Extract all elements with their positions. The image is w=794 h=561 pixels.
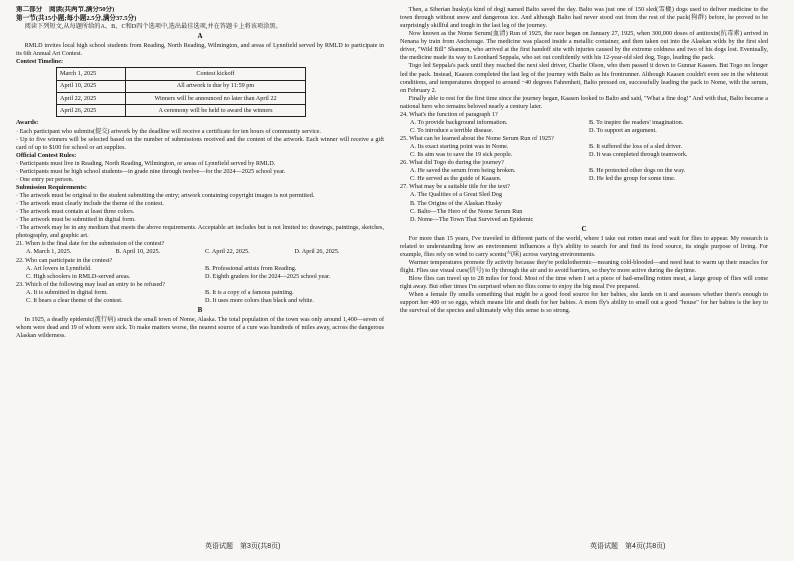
option: C. April 22, 2025. <box>205 248 250 256</box>
table-row <box>57 68 306 80</box>
list-item: · Each participant who submits(提交) artwork by the deadline will receive a certificate for ten hours of community service. <box>16 127 321 135</box>
timeline-date: April 26, 2025 <box>57 105 126 117</box>
list-item: · The artwork must be submitted in digital form. <box>16 216 136 224</box>
option: D. April 26, 2025. <box>294 248 340 256</box>
question-22: 22. Who can participate in the contest? <box>16 256 113 264</box>
list-item: · The artwork may be in any medium that meets the above requirements. Acceptable art includes but is not limited to: drawings, paintings, sketches, photography, and graphic art. <box>16 224 384 240</box>
passage-b-paragraph-2: Then, a Siberian husky(a kind of dog) named Balto saved the day. Balto was just one of 150 sled(雪橇) dogs used to deliver medicine to the town through without snow and dangerous ice. And although Balto had never stood out from the rest of the pack(狗群) before, he proved to be surprisingly skillful and tough in the last leg of the journey. <box>400 6 768 30</box>
timeline-event: Contest kickoff <box>126 68 306 80</box>
passage-c-paragraph-1: For more than 15 years, I've traveled to different parts of the world, where I take out rotten meat and wait for flies to appear. My research is related to understanding how an environment influences a fly's ability to search for and find its food source, its single purpose of living. For example, flies rely on wind to carry scents(气味) across varying environments. <box>400 234 768 258</box>
table-row <box>57 92 306 104</box>
list-item: · Participants must live in Reading, North Reading, Wilmington, or areas of Lynnfield served by RMLD. <box>16 159 276 167</box>
option: B. It is a copy of a famous painting. <box>205 288 294 296</box>
passage-c-paragraph-4: When a female fly smells something that might be a good food source for her babies, she lands on it and assesses whether there's enough to support her 400 or so eggs, which means life and death for her babies. A mom fly's ability to smell out a good "house" for her babies is the key to the survival of the species and ultimately why this sense is so strong. <box>400 291 768 315</box>
option: A. Its exact starting point was in Nome. <box>410 143 509 151</box>
passage-c-paragraph-2: Warmer temperatures promote fly activity because they're poikilothermic—meaning cold-blooded—and need heat to warm up their muscles for flight. Flies use visual cues(信号) to fly through the air and to avoid barriers, so they're more active during the daytime. <box>400 258 768 275</box>
option: D. It was completed through teamwork. <box>589 151 688 159</box>
table-row <box>57 105 306 117</box>
instruction: 阅读下列短文,从每题所给的A、B、C和D四个选项中,选出最佳选项,并在答题卡上将该项涂黑。 <box>24 23 282 31</box>
question-27-options <box>400 191 768 223</box>
timeline-event: All artwork is due by 11:59 pm <box>126 80 306 92</box>
awards-title: Awards: <box>16 119 39 127</box>
list-item: · The artwork must be original to the student submitting the entry; artwork containing copyright images is not permitted. <box>16 192 315 200</box>
option: C. He served as the guide of Kaasen. <box>410 175 502 183</box>
passage-a-label: A <box>197 32 203 41</box>
passage-c-paragraph-3: Blow flies can travel up to 28 miles for food. Most of the time when I set a piece of bad-smelling rotten meat, a large group of flies will come right away. But other times I'm surprised when no flies come to enjoy the big meal I've prepared. <box>400 275 768 291</box>
option: C. It bears a clear theme of the contest. <box>26 296 123 304</box>
question-21: 21. When is the final date for the submission of the contest? <box>16 240 165 248</box>
option: A. To provide background information. <box>410 118 508 126</box>
list-item: · The artwork must clearly include the theme of the contest. <box>16 200 164 208</box>
right-column <box>400 6 768 542</box>
option: B. To inspire the readers' imagination. <box>589 118 684 126</box>
option: B. It suffered the loss of a sled driver. <box>589 143 683 151</box>
question-22-options <box>16 265 384 281</box>
question-23-options <box>16 289 384 305</box>
timeline-event: A ceremony will be held to award the winners <box>126 105 306 117</box>
option: A. March 1, 2025. <box>26 248 72 256</box>
list-item: · Up to five winners will be selected based on the number of submissions received and the content of the artwork. Each winner will receive a gift card of up to $100 for school or art supplies. <box>16 135 384 151</box>
option: B. He protected other dogs on the way. <box>589 167 686 175</box>
passage-b-label: B <box>197 305 203 314</box>
passage-b-paragraph-1: In 1925, a deadly epidemic(流行病) struck the small town of Nome, Alaska. The total population of the town was only around 1,400—seven of whom were dead and 19 of whom were sick. To make matters worse, the nearest source of a cure was hundreds of miles away, across the dangerous Alaskan wilderness. <box>16 316 384 340</box>
passage-c-label: C <box>581 224 587 233</box>
passage-b-paragraph-5: Finally able to rest for the first time since the journey began, Kaasen looked to Balto and said, "What a fine dog!" And with that, Balto became a national hero who remains beloved nearly a century later. <box>400 94 768 110</box>
timeline-table <box>56 67 306 117</box>
option: D. It uses more colors than black and white. <box>205 296 314 304</box>
question-24-options <box>400 119 768 135</box>
left-column <box>16 6 384 542</box>
requirements-title: Submission Requirements: <box>16 183 87 191</box>
timeline-date: March 1, 2025 <box>57 68 126 80</box>
option: B. Professional artists from Reading. <box>205 264 297 272</box>
question-21-options <box>16 248 384 256</box>
table-row <box>57 80 306 92</box>
timeline-date: April 22, 2025 <box>57 92 126 104</box>
section-title: 第二部分 阅读(共两节,满分50分) <box>16 6 115 13</box>
list-item: · One entry per person. <box>16 175 74 183</box>
option: C. High schoolers in RMLD-served areas. <box>26 272 131 280</box>
option: D. Nome—The Town That Survived an Epidemic <box>410 215 534 223</box>
option: D. He led the group for some time. <box>589 175 676 183</box>
question-23: 23. Which of the following may lead an entry to be refused? <box>16 280 166 288</box>
question-26-options <box>400 167 768 183</box>
page-footer-left: 英语试题 第3页(共8页) <box>205 543 281 550</box>
timeline-event: Winners will be announced no later than April 22 <box>126 92 306 104</box>
subsection-title: 第一节(共15小题;每小题2.5分,满分37.5分) <box>16 14 137 22</box>
list-item: · Participants must be high school students—in grade nine through twelve—for the 2024—2025 school year. <box>16 167 286 175</box>
option: A. It is submitted in digital form. <box>26 288 108 296</box>
rules-title: Official Contest Rules: <box>16 151 77 159</box>
option: A. The Qualities of a Great Sled Dog <box>410 191 502 199</box>
passage-a-intro: RMLD invites local high school students from Reading, North Reading, Wilmington, and areas of Lynnfield served by RMLD to participate in its 6th Annual Art Contest. <box>16 42 384 58</box>
question-26: 26. What did Togo do during the journey? <box>400 159 504 167</box>
question-24: 24. What's the function of paragraph 1? <box>400 110 498 118</box>
question-25-options <box>400 143 768 159</box>
page-footer-right: 英语试题 第4页(共8页) <box>590 543 666 550</box>
option: B. The Origins of the Alaskan Husky <box>410 199 502 207</box>
option: C. Balto—The Hero of the Nome Serum Run <box>410 207 523 215</box>
option: A. Art lovers in Lynnfield. <box>26 264 92 272</box>
timeline-date: April 10, 2025 <box>57 80 126 92</box>
option: D. To support an argument. <box>589 126 657 134</box>
passage-b-paragraph-3: Now known as the Nome Serum(血清) Run of 1925, the race began on January 27, 1925, when 300,000 doses of antitoxin(抗毒素) arrived in Nenana by train from Anchorage. The medicine was placed inside a metallic container, and then taken out into the Alaskan wilds by the first sled driver, "Wild Bill" Shannon, who arrived at the first handoff site with injuries caused by the extreme coldness and two of his dogs lost. Eventually, the medicine made its way to Leonhard Seppala, who set out confidently with his 12-year-old sled dog, Togo, leading the pack. <box>400 30 768 62</box>
option: C. To introduce a terrible disease. <box>410 126 494 134</box>
question-25: 25. What can be learned about the Nome Serum Run of 1925? <box>400 135 554 142</box>
passage-b-paragraph-4: Togo led Seppala's pack until they reached the next sled driver, Charlie Olson, who then passed it down to Gunnar Kaasen. But Togo no longer led the pack. Instead, Kaasen completed the last leg of the journey with Balto as his frontrunner. Although Kaasen couldn't even see in the whiteout conditions, and temperatures dropped to around −40 degrees Fahrenheit, Balto pressed on, successfully leading the pack to Nome, with the serum, on February 2. <box>400 62 768 94</box>
question-27: 27. What may be a suitable title for the text? <box>400 183 510 191</box>
list-item: · The artwork must contain at least three colors. <box>16 208 135 216</box>
option: B. April 10, 2025. <box>115 248 161 256</box>
timeline-title: Contest Timeline: <box>16 58 64 66</box>
option: C. Its aim was to save the 19 sick people. <box>410 151 513 159</box>
option: A. He saved the serum from being broken. <box>410 167 516 175</box>
option: D. Eighth graders for the 2024—2025 school year. <box>205 272 331 280</box>
